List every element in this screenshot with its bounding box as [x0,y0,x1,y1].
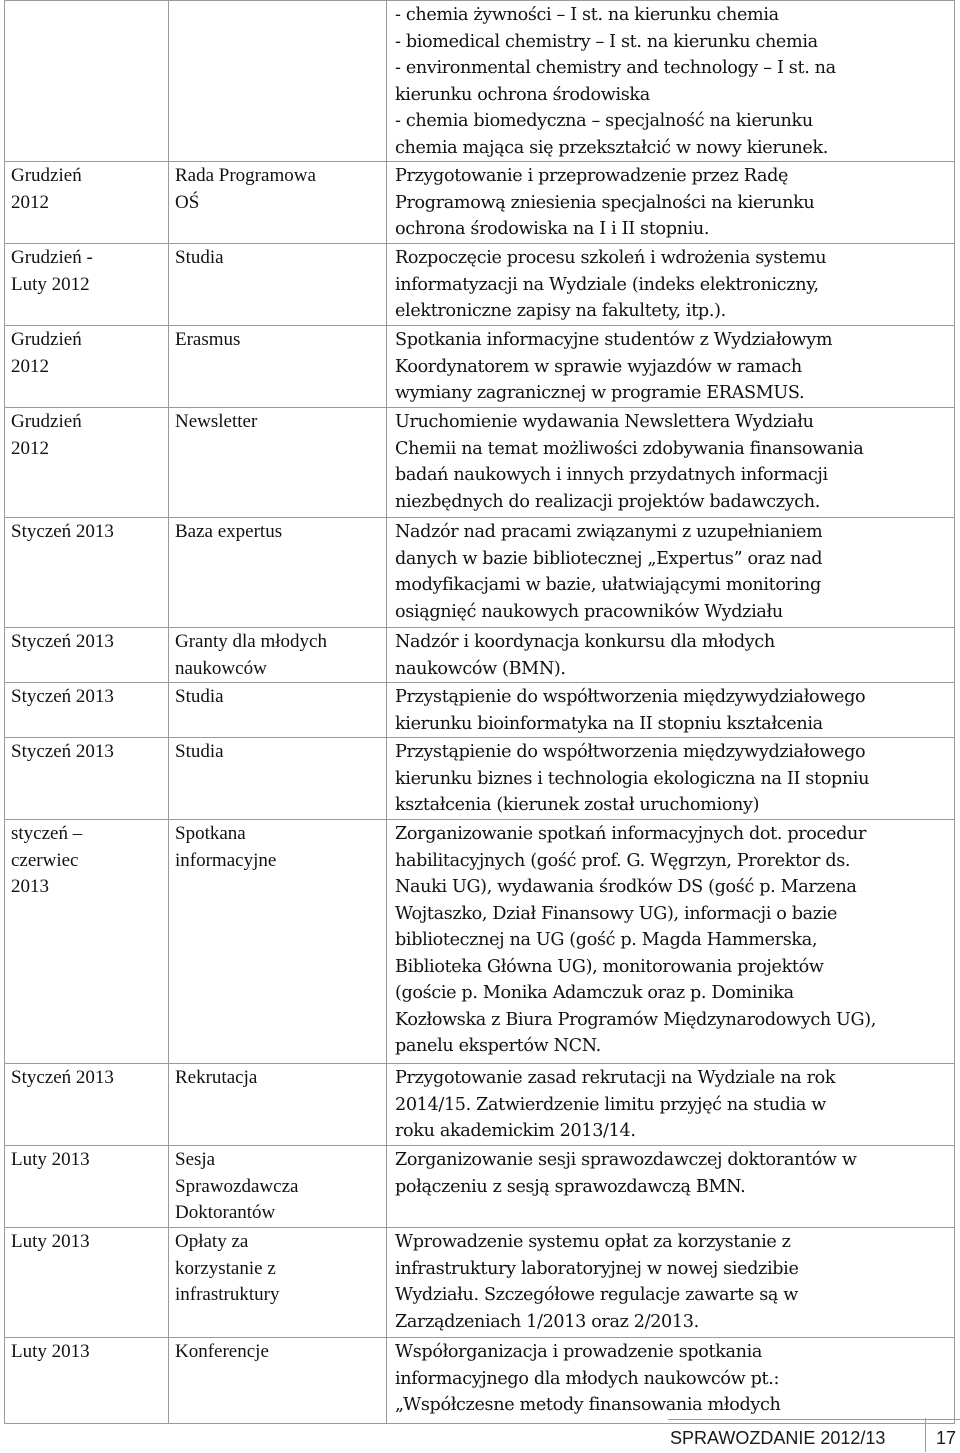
area-cell [169,738,387,820]
description-line: Rozpoczęcie procesu szkoleń i wdrożenia systemu [395,248,827,268]
date-cell [5,1064,169,1146]
description-line: Przygotowanie i przeprowadzenie przez Radę [395,166,789,186]
area-cell [169,518,387,628]
description-line: wymiany zagranicznej w programie ERASMUS. [395,383,805,403]
area-line: Sesja [175,1149,216,1170]
date-line: Styczeń 2013 [11,1067,114,1088]
area-cell [169,683,387,738]
page-footer [640,1418,960,1453]
description-line: Chemii na temat możliwości zdobywania finansowania [395,438,864,459]
description-line: Przystąpienie do współtworzenia międzywydziałowego [395,742,866,762]
description-cell [387,408,955,518]
description-line: - environmental chemistry and technology – I st. na [395,58,836,78]
date-line: styczeń – [11,823,83,844]
area-cell [169,1064,387,1146]
table-row [5,1146,955,1228]
table-row [5,162,955,244]
area-line: Rada Programowa [175,165,316,186]
description-line: Przygotowanie zasad rekrutacji na Wydziale na rok [395,1068,836,1088]
description-line: roku akademickim 2013/14. [395,1121,636,1141]
description-line: habilitacyjnych (gość prof. G. Węgrzyn, Prorektor ds. [395,850,851,871]
description-line: Nadzór nad pracami związanymi z uzupełnianiem [395,522,823,542]
description-line: - chemia biomedyczna – specjalność na kierunku [395,111,813,131]
table-row [5,820,955,1064]
description-line: połączeniu z sesją sprawozdawczą BMN. [395,1176,746,1197]
description-line: informatyzacji na Wydziale (indeks elektroniczny, [395,274,819,295]
area-line: Rekrutacja [175,1067,258,1088]
date-cell [5,738,169,820]
area-line: Sprawozdawcza [175,1175,299,1197]
description-line: Wydziału. Szczegółowe regulacje zawarte są w [395,1285,798,1305]
description-line: Biblioteka Główna UG), monitorowania projektów [395,956,824,977]
date-cell [5,408,169,518]
table-row [5,518,955,628]
area-line: Opłaty za [175,1231,249,1252]
description-line: (goście p. Monika Adamczuk oraz p. Dominika [395,983,794,1003]
area-line: korzystanie z [175,1257,276,1279]
description-line: Uruchomienie wydawania Newslettera Wydziału [395,412,814,432]
report-table-body [5,1,955,1424]
date-line: Grudzień [11,329,82,350]
date-line: 2012 [11,355,49,377]
description-line: bibliotecznej na UG (gość p. Magda Hammerska, [395,930,818,950]
description-line: kierunku ochrona środowiska [395,84,650,105]
description-line: Zorganizowanie spotkań informacyjnych dot. procedur [395,824,867,844]
description-line: - chemia żywności – I st. na kierunku chemia [395,5,779,25]
description-line: kierunku biznes i technologia ekologiczna na II stopniu [395,768,870,789]
area-cell [169,1146,387,1228]
date-line: Styczeń 2013 [11,741,114,762]
description-line: panelu ekspertów NCN. [395,1036,601,1056]
date-cell [5,1338,169,1424]
description-line: kierunku bioinformatyka na II stopniu kształcenia [395,713,823,734]
table-row [5,738,955,820]
date-line: Styczeń 2013 [11,521,114,542]
description-cell [387,683,955,738]
description-cell [387,1064,955,1146]
description-line: badań naukowych i innych przydatnych informacji [395,465,828,485]
description-line: Programową zniesienia specjalności na kierunku [395,192,815,213]
date-line: Luty 2012 [11,273,90,295]
description-line: Wojtaszko, Dział Finansowy UG), informacji o bazie [395,903,838,924]
date-cell [5,628,169,683]
table-row [5,326,955,408]
area-line: Baza expertus [175,521,283,542]
description-line: Zarządzeniach 1/2013 oraz 2/2013. [395,1311,699,1332]
description-line: - biomedical chemistry – I st. na kierunku chemia [395,31,818,52]
area-line: Newsletter [175,411,258,432]
description-line: Koordynatorem w sprawie wyjazdów w ramach [395,356,802,377]
description-line: informacyjnego dla młodych naukowców pt.: [395,1368,780,1389]
description-line: Spotkania informacyjne studentów z Wydziałowym [395,330,833,350]
description-line: Współorganizacja i prowadzenie spotkania [395,1342,763,1362]
table-row [5,1228,955,1338]
area-cell [169,408,387,518]
date-cell [5,1,169,162]
description-line: „Współczesne metody finansowania młodych [395,1395,781,1415]
description-cell [387,244,955,326]
area-line: Spotkana [175,823,246,844]
description-cell [387,1146,955,1228]
date-line: czerwiec [11,849,79,871]
date-cell [5,162,169,244]
description-cell [387,1228,955,1338]
date-line: Luty 2013 [11,1231,90,1252]
date-line: Grudzień - [11,247,93,268]
table-row [5,683,955,738]
description-line: 2014/15. Zatwierdzenie limitu przyjęć na studia w [395,1094,826,1115]
date-line: Luty 2013 [11,1149,90,1170]
date-cell [5,518,169,628]
date-cell [5,820,169,1064]
date-line: 2012 [11,437,49,459]
area-line: infrastruktury [175,1284,280,1305]
date-line: Grudzień [11,165,82,186]
description-cell [387,518,955,628]
table-row [5,628,955,683]
date-line: Luty 2013 [11,1341,90,1362]
footer-rule [668,1419,960,1420]
area-line: Granty dla młodych [175,631,327,652]
description-line: modyfikacjami w bazie, ułatwiającymi monitoring [395,575,821,595]
table-row [5,408,955,518]
area-cell [169,628,387,683]
table-row [5,1064,955,1146]
area-line: naukowców [175,657,267,679]
date-cell [5,326,169,408]
area-line: informacyjne [175,849,277,871]
date-cell [5,1228,169,1338]
date-cell [5,683,169,738]
description-cell [387,162,955,244]
date-line: Grudzień [11,411,82,432]
description-cell [387,1,955,162]
date-cell [5,1146,169,1228]
area-line: Studia [175,741,224,762]
report-label: SPRAWOZDANIE 2012/13 [670,1428,886,1448]
description-line: Zorganizowanie sesji sprawozdawczej doktorantów w [395,1150,857,1170]
description-cell [387,326,955,408]
report-table [4,0,955,1424]
description-line: ochrona środowiska na I i II stopniu. [395,219,710,239]
description-line: osiągnięć naukowych pracowników Wydziału [395,601,783,622]
date-line: 2012 [11,191,49,213]
description-cell [387,628,955,683]
description-line: Przystąpienie do współtworzenia międzywydziałowego [395,687,866,707]
table-row [5,1,955,162]
description-cell [387,820,955,1064]
description-line: niezbędnych do realizacji projektów badawczych. [395,491,820,512]
area-cell [169,326,387,408]
area-cell [169,1,387,162]
description-line: kształcenia (kierunek został uruchomiony) [395,795,760,815]
date-cell [5,244,169,326]
date-line: 2013 [11,876,49,897]
area-cell [169,1228,387,1338]
area-cell [169,244,387,326]
area-line: Studia [175,686,224,707]
description-line: infrastruktury laboratoryjnej w nowej siedzibie [395,1258,799,1279]
description-line: chemia mająca się przekształcić w nowy kierunek. [395,137,829,158]
footer-separator [925,1418,926,1452]
date-line: Styczeń 2013 [11,631,114,652]
description-line: danych w bazie bibliotecznej „Expertus” oraz nad [395,548,823,569]
area-line: Erasmus [175,329,241,350]
description-line: Nauki UG), wydawania środków DS (gość p. Marzena [395,877,857,897]
description-line: elektroniczne zapisy na fakultety, itp.). [395,301,726,321]
description-line: naukowców (BMN). [395,658,566,679]
description-line: Kozłowska z Biura Programów Międzynarodowych UG), [395,1009,876,1030]
description-line: Wprowadzenie systemu opłat za korzystanie z [395,1232,791,1252]
description-line: Nadzór i koordynacja konkursu dla młodych [395,632,775,652]
area-line: Studia [175,247,224,268]
date-line: Styczeń 2013 [11,686,114,707]
area-cell [169,820,387,1064]
description-cell [387,738,955,820]
area-line: Doktorantów [175,1202,276,1223]
table-row [5,244,955,326]
area-line: OŚ [175,191,200,213]
page-number: 17 [936,1428,957,1448]
area-cell [169,1338,387,1424]
area-cell [169,162,387,244]
description-cell [387,1338,955,1424]
area-line: Konferencje [175,1341,269,1362]
table-row [5,1338,955,1424]
